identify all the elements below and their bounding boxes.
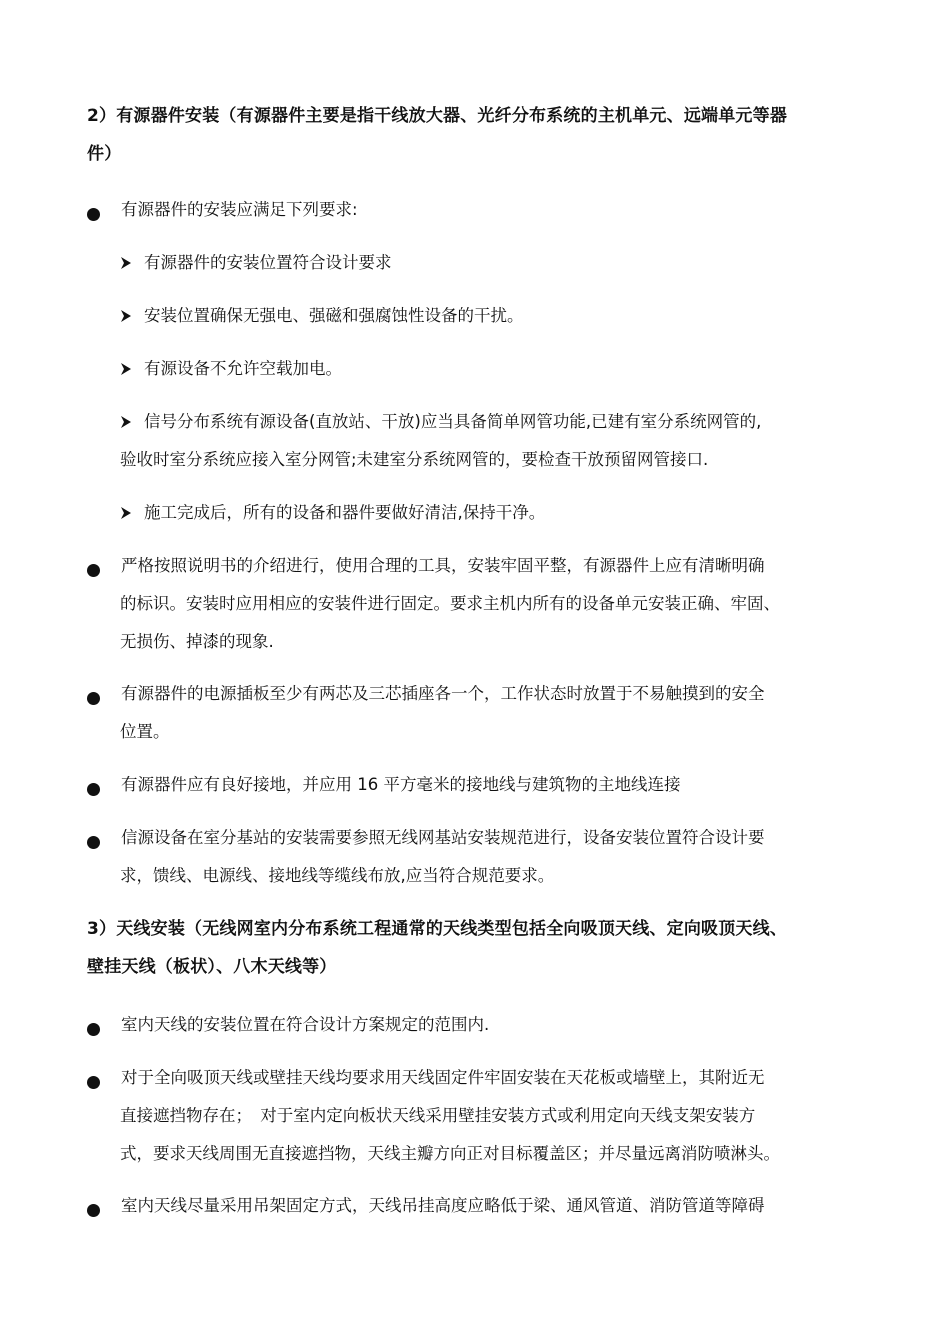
bullet-text: 有源器件的安装应满足下列要求:: [121, 200, 358, 219]
bullet-dot-icon: [87, 208, 100, 221]
bullet-text: 信源设备在室分基站的安装需要参照无线网基站安装规范进行，设备安装位置符合设计要: [121, 828, 765, 847]
section-2-heading-line-2: 件）: [87, 144, 122, 164]
bullet-text: 严格按照说明书的介绍进行，使用合理的工具，安装牢固平整，有源器件上应有清晰明确: [121, 556, 765, 575]
bullet-continuation: 直接遮挡物存在； 对于室内定向板状天线采用壁挂安装方式或利用定向天线支架安装方: [120, 1106, 756, 1125]
sub-item-text: 施工完成后，所有的设备和器件要做好清洁,保持干净。: [144, 503, 546, 522]
bullet-dot-icon: [87, 1076, 100, 1089]
bullet-continuation: 的标识。安装时应用相应的安装件进行固定。要求主机内所有的设备单元安装正确、牢固、: [120, 594, 780, 613]
section-3-heading-line-1: 3）天线安装（无线网室内分布系统工程通常的天线类型包括全向吸顶天线、定向吸顶天线、: [87, 919, 788, 939]
arrow-bullet-icon: [120, 506, 132, 520]
bullet-dot-icon: [87, 1204, 100, 1217]
sub-item-text: 有源设备不允许空载加电。: [144, 359, 342, 378]
arrow-bullet-icon: [120, 415, 132, 429]
bullet-dot-icon: [87, 783, 100, 796]
sub-item-continuation: 验收时室分系统应接入室分网管;未建室分系统网管的，要检查干放预留网管接口.: [120, 450, 709, 469]
bullet-continuation: 位置。: [120, 722, 170, 741]
sub-item-text: 安装位置确保无强电、强磁和强腐蚀性设备的干扰。: [144, 306, 524, 325]
bullet-dot-icon: [87, 692, 100, 705]
bullet-continuation: 式，要求天线周围无直接遮挡物，天线主瓣方向正对目标覆盖区；并尽量远离消防喷淋头。: [120, 1144, 780, 1163]
bullet-text: 有源器件应有良好接地，并应用 16 平方毫米的接地线与建筑物的主地线连接: [121, 775, 681, 794]
sub-item-text: 有源器件的安装位置符合设计要求: [144, 253, 392, 272]
bullet-text: 室内天线的安装位置在符合设计方案规定的范围内.: [121, 1015, 490, 1034]
sub-item-text: 信号分布系统有源设备(直放站、干放)应当具备简单网管功能,已建有室分系统网管的,: [144, 412, 762, 431]
bullet-continuation: 无损伤、掉漆的现象.: [120, 632, 274, 651]
section-3-heading-line-2: 壁挂天线（板状）、八木天线等）: [87, 957, 337, 977]
bullet-text: 有源器件的电源插板至少有两芯及三芯插座各一个，工作状态时放置于不易触摸到的安全: [121, 684, 765, 703]
bullet-text: 室内天线尽量采用吊架固定方式，天线吊挂高度应略低于梁、通风管道、消防管道等障碍: [121, 1196, 765, 1215]
arrow-bullet-icon: [120, 362, 132, 376]
bullet-dot-icon: [87, 1023, 100, 1036]
bullet-dot-icon: [87, 836, 100, 849]
arrow-bullet-icon: [120, 256, 132, 270]
bullet-text: 对于全向吸顶天线或壁挂天线均要求用天线固定件牢固安装在天花板或墙壁上，其附近无: [121, 1068, 765, 1087]
bullet-dot-icon: [87, 564, 100, 577]
bullet-continuation: 求，馈线、电源线、接地线等缆线布放,应当符合规范要求。: [120, 866, 555, 885]
arrow-bullet-icon: [120, 309, 132, 323]
section-2-heading-line-1: 2）有源器件安装（有源器件主要是指干线放大器、光纤分布系统的主机单元、远端单元等器: [87, 106, 788, 126]
